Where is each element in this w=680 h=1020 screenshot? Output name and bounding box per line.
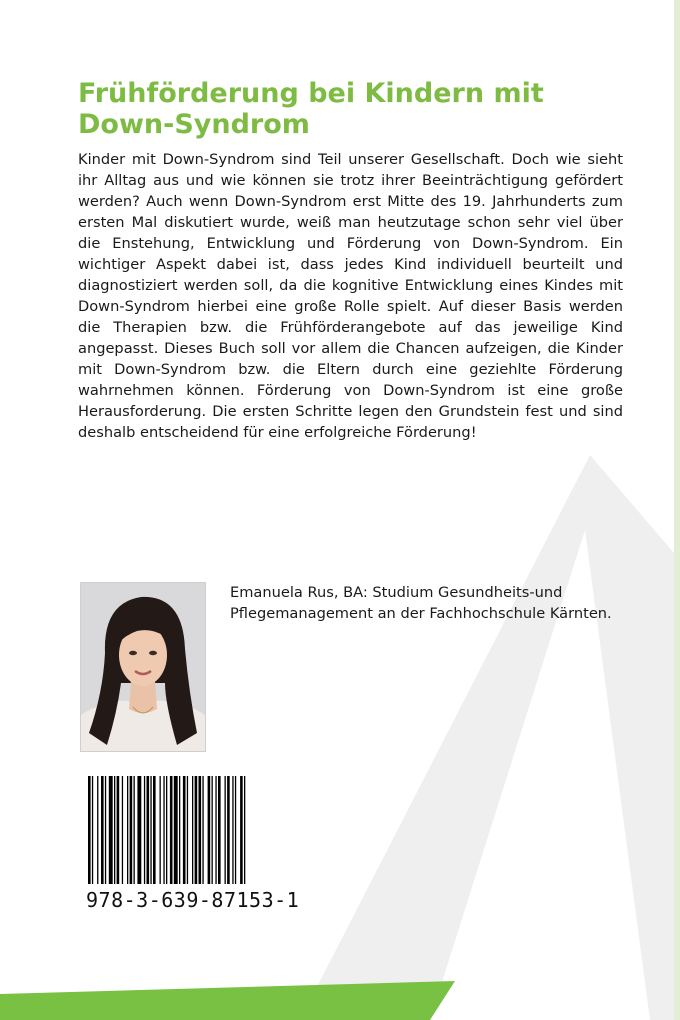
barcode-bar: [97, 776, 98, 884]
author-photo: [80, 582, 206, 752]
barcode-bar: [235, 776, 236, 884]
barcode-bar: [160, 776, 161, 884]
barcode-bar: [101, 776, 104, 884]
barcode-bar: [218, 776, 221, 884]
author-bio: Emanuela Rus, BA: Studium Gesundheits-und Pflegemanagement an der Fachhochschule Kärnten.: [230, 584, 612, 622]
barcode-bar: [153, 776, 156, 884]
barcode-bar: [109, 776, 113, 884]
barcode-bar: [232, 776, 233, 884]
isbn-number: 978-3-639-87153-1: [86, 888, 300, 912]
barcode-bar: [208, 776, 211, 884]
barcode-bar: [122, 776, 123, 884]
barcode-bar: [215, 776, 216, 884]
right-edge-stripe: [674, 0, 680, 1020]
barcode-bar: [166, 776, 167, 884]
barcode-bar: [127, 776, 128, 884]
barcode-bar: [150, 776, 151, 884]
green-bottom-band: [0, 981, 455, 1020]
barcode-bar: [117, 776, 120, 884]
barcode-bar: [144, 776, 145, 884]
barcode-bar: [88, 776, 91, 884]
barcode-bar: [137, 776, 141, 884]
barcode-bar: [225, 776, 226, 884]
barcode-bar: [105, 776, 106, 884]
barcode-bar: [187, 776, 188, 884]
barcode-bar: [163, 776, 164, 884]
barcode-bar: [114, 776, 115, 884]
barcode-bar: [147, 776, 150, 884]
barcode-bar: [227, 776, 230, 884]
barcode-bar: [192, 776, 193, 884]
barcode-bar: [199, 776, 202, 884]
barcode-bar: [244, 776, 245, 884]
barcode-bar: [179, 776, 180, 884]
book-title: Frühförderung bei Kindern mit Down-Syndrom: [78, 78, 544, 140]
barcode-bar: [202, 776, 203, 884]
barcode-bar: [134, 776, 135, 884]
barcode-bar: [183, 776, 186, 884]
barcode-bar: [130, 776, 133, 884]
blurb-text: Kinder mit Down-Syndrom sind Teil unserer Gesellschaft. Doch wie sieht ihr Alltag aus und wie können sie trotz ihrer Beeinträchtigung gefördert werden? Auch wenn Down-Syndrom erst Mitte des 19. Jahrhunderts zum ersten Mal diskutiert wurde, weiß man heutzutage schon sehr viel über die Enstehung, Entwicklung und Förderung von Down-Syndrom. Ein wichtiger Aspekt dabei ist, dass jedes Kind individuell beurteilt und diagnostiziert werden soll, da die kognitive Entwicklung eines Kindes mit Down-Syndrom hierbei eine große Rolle spielt. Auf dieser Basis werden die Therapien bzw. die Frühförderangebote auf das jeweilige Kind angepasst. Dieses Buch soll vor allem die Chancen aufzeigen, die Kinder mit Down-Syndrom bzw. die Eltern durch eine geziehlte Förderung wahrnehmen können. Förderung von Down-Syndrom ist eine große Herausforderung. Die ersten Schritte legen den Grundstein fest und sind deshalb entscheidend für eine erfolgreiche Förderung!: [78, 151, 623, 441]
barcode-bar: [92, 776, 93, 884]
author-portrait-illustration: [81, 583, 205, 751]
barcode-bars: [82, 776, 294, 888]
barcode-bar: [174, 776, 178, 884]
barcode-bar: [240, 776, 243, 884]
barcode-bar: [170, 776, 173, 884]
barcode-bar: [195, 776, 198, 884]
barcode-bar: [212, 776, 213, 884]
